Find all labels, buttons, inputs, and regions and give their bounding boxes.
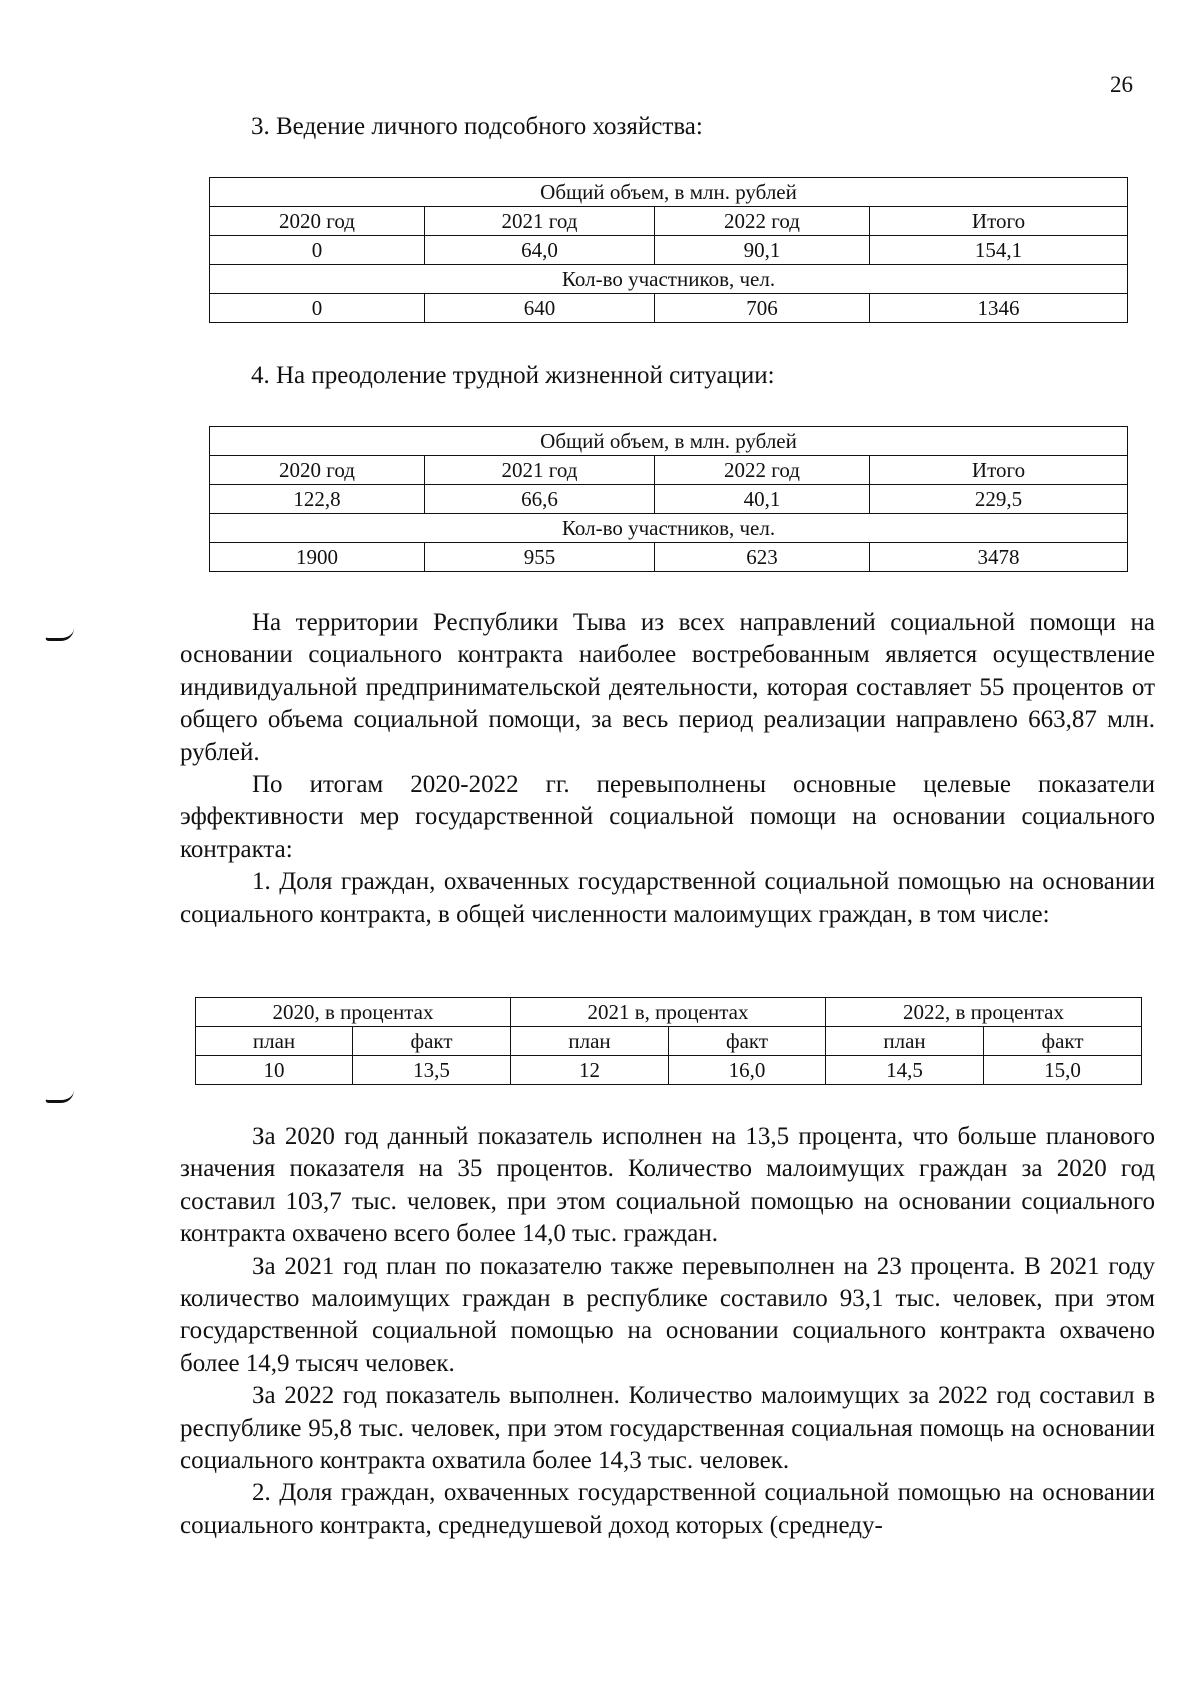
section-4-heading: 4. На преодоление трудной жизненной ситуации: bbox=[251, 362, 775, 389]
volume-cell: 64,0 bbox=[425, 236, 655, 265]
body-text-b bbox=[180, 1121, 1155, 1542]
volume-cell: 122,8 bbox=[210, 485, 425, 514]
fact-value: 16,0 bbox=[669, 1056, 826, 1085]
paragraph: 1. Доля граждан, охваченных государственной социальной помощью на основании социального контракта, в общей численности малоимущих граждан, в том числе: bbox=[180, 868, 1155, 928]
participants-cell: 706 bbox=[655, 294, 870, 323]
scan-margin-mark bbox=[45, 1090, 74, 1103]
fact-header: факт bbox=[984, 1027, 1142, 1056]
total-header: Итого bbox=[870, 456, 1128, 485]
volume-cell: 40,1 bbox=[655, 485, 870, 514]
participants-cell: 640 bbox=[425, 294, 655, 323]
participants-header: Кол-во участников, чел. bbox=[210, 514, 1128, 543]
volume-total-cell: 154,1 bbox=[870, 236, 1128, 265]
fact-header: факт bbox=[353, 1027, 511, 1056]
page-number: 26 bbox=[1110, 72, 1133, 97]
paragraph: За 2021 год план по показателю также перевыполнен на 23 процента. В 2021 году количество малоимущих граждан в республике составило 93,1 тыс. человек, при этом государственной социальной помощью на основании социального контракта охвачено более 14,9 тысяч человек. bbox=[180, 1252, 1155, 1377]
paragraph: За 2020 год данный показатель исполнен на 13,5 процента, что больше планового значения показателя на 35 процентов. Количество малоимущих граждан за 2020 год составил 103,7 тыс. человек, при этом социальной помощью на основании социального контракта охвачено всего более 14,0 тыс. граждан. bbox=[180, 1123, 1155, 1248]
participants-cell: 955 bbox=[425, 543, 655, 572]
participants-total-cell: 1346 bbox=[870, 294, 1128, 323]
year-header: 2020 год bbox=[210, 207, 425, 236]
year-header: 2021 год bbox=[425, 207, 655, 236]
volume-cell: 90,1 bbox=[655, 236, 870, 265]
year-header: 2021 год bbox=[425, 456, 655, 485]
period-header: 2022, в процентах bbox=[826, 998, 1142, 1027]
plan-value: 14,5 bbox=[826, 1056, 984, 1085]
participants-total-cell: 3478 bbox=[870, 543, 1128, 572]
section-3-heading: 3. Ведение личного подсобного хозяйства: bbox=[251, 113, 703, 140]
volume-cell: 66,6 bbox=[425, 485, 655, 514]
period-header: 2021 в, процентах bbox=[511, 998, 826, 1027]
period-header: 2020, в процентах bbox=[196, 998, 511, 1027]
paragraph: За 2022 год показатель выполнен. Количество малоимущих за 2022 год составил в республике 95,8 тыс. человек, при этом государственная социальная помощь на основании социального контракта охватила более 14,3 тыс. человек. bbox=[180, 1382, 1155, 1475]
total-header: Итого bbox=[870, 207, 1128, 236]
participants-header: Кол-во участников, чел. bbox=[210, 265, 1128, 294]
volume-header: Общий объем, в млн. рублей bbox=[210, 427, 1128, 456]
paragraph: По итогам 2020-2022 гг. перевыполнены основные целевые показатели эффективности мер государственной социальной помощи на основании социального контракта: bbox=[180, 771, 1155, 863]
volume-header: Общий объем, в млн. рублей bbox=[210, 178, 1128, 207]
year-header: 2020 год bbox=[210, 456, 425, 485]
plan-value: 10 bbox=[196, 1056, 353, 1085]
body-text-a bbox=[180, 607, 1155, 931]
participants-cell: 623 bbox=[655, 543, 870, 572]
indicator-table bbox=[195, 997, 1142, 1085]
plan-header: план bbox=[196, 1027, 353, 1056]
fact-value: 15,0 bbox=[984, 1056, 1142, 1085]
volume-total-cell: 229,5 bbox=[870, 485, 1128, 514]
plan-header: план bbox=[511, 1027, 669, 1056]
year-header: 2022 год bbox=[655, 207, 870, 236]
fact-header: факт bbox=[669, 1027, 826, 1056]
scan-margin-mark bbox=[45, 628, 74, 641]
section-4-table bbox=[209, 426, 1128, 572]
plan-value: 12 bbox=[511, 1056, 669, 1085]
plan-header: план bbox=[826, 1027, 984, 1056]
paragraph: 2. Доля граждан, охваченных государственной социальной помощью на основании социального контракта, среднедушевой доход которых (среднеду- bbox=[180, 1479, 1155, 1539]
volume-cell: 0 bbox=[210, 236, 425, 265]
participants-cell: 0 bbox=[210, 294, 425, 323]
paragraph: На территории Республики Тыва из всех направлений социальной помощи на основании социального контракта наиболее востребованным является осуществление индивидуальной предпринимательской деятельности, которая составляет 55 процентов от общего объема социальной помощи, за весь период реализации направлено 663,87 млн. рублей. bbox=[180, 609, 1155, 766]
participants-cell: 1900 bbox=[210, 543, 425, 572]
year-header: 2022 год bbox=[655, 456, 870, 485]
fact-value: 13,5 bbox=[353, 1056, 511, 1085]
section-3-table bbox=[209, 177, 1128, 323]
